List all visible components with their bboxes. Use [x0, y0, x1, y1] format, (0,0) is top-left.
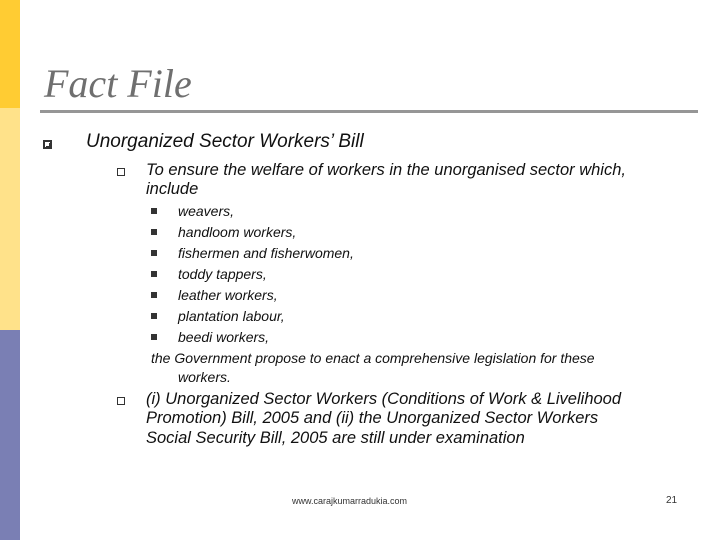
square-bullet-icon: [117, 397, 125, 405]
square-bullet-icon: [151, 208, 157, 214]
worker-item: handloom workers,: [178, 224, 297, 240]
square-bullet-icon: [151, 313, 157, 319]
worker-item: fishermen and fisherwomen,: [178, 245, 354, 261]
conclusion-line-1: the Government propose to enact a comprehensive legislation for these: [151, 350, 595, 366]
bill-heading: Unorganized Sector Workers’ Bill: [86, 131, 364, 152]
square-bullet-icon: [151, 334, 157, 340]
square-bullet-icon: [151, 271, 157, 277]
slide-title: Fact File: [44, 61, 192, 106]
square-bullet-icon: [151, 292, 157, 298]
bill-status-line-2: Promotion) Bill, 2005 and (ii) the Unorganized Sector Workers: [146, 409, 599, 427]
accent-bar-bottom: [0, 330, 20, 540]
footer-url: www.carajkumarradukia.com: [292, 496, 408, 506]
square-bullet-icon: [43, 140, 52, 149]
title-divider: [40, 110, 698, 113]
bill-status-line-1: (i) Unorganized Sector Workers (Conditions of Work & Livelihood: [146, 390, 622, 408]
page-number: 21: [666, 495, 678, 506]
worker-item: beedi workers,: [178, 329, 270, 345]
accent-bar-top: [0, 0, 20, 108]
square-bullet-icon: [151, 250, 157, 256]
worker-item: weavers,: [178, 203, 235, 219]
worker-item: plantation labour,: [178, 308, 285, 324]
worker-item: leather workers,: [178, 287, 278, 303]
accent-bar-middle: [0, 108, 20, 330]
worker-item: toddy tappers,: [178, 266, 267, 282]
intro-line-2: include: [146, 180, 199, 198]
intro-line-1: To ensure the welfare of workers in the unorganised sector which,: [146, 161, 626, 179]
bill-status-line-3: Social Security Bill, 2005 are still under examination: [146, 429, 525, 447]
conclusion-line-2: workers.: [178, 369, 231, 385]
square-bullet-icon: [151, 229, 157, 235]
square-bullet-icon: [117, 168, 125, 176]
